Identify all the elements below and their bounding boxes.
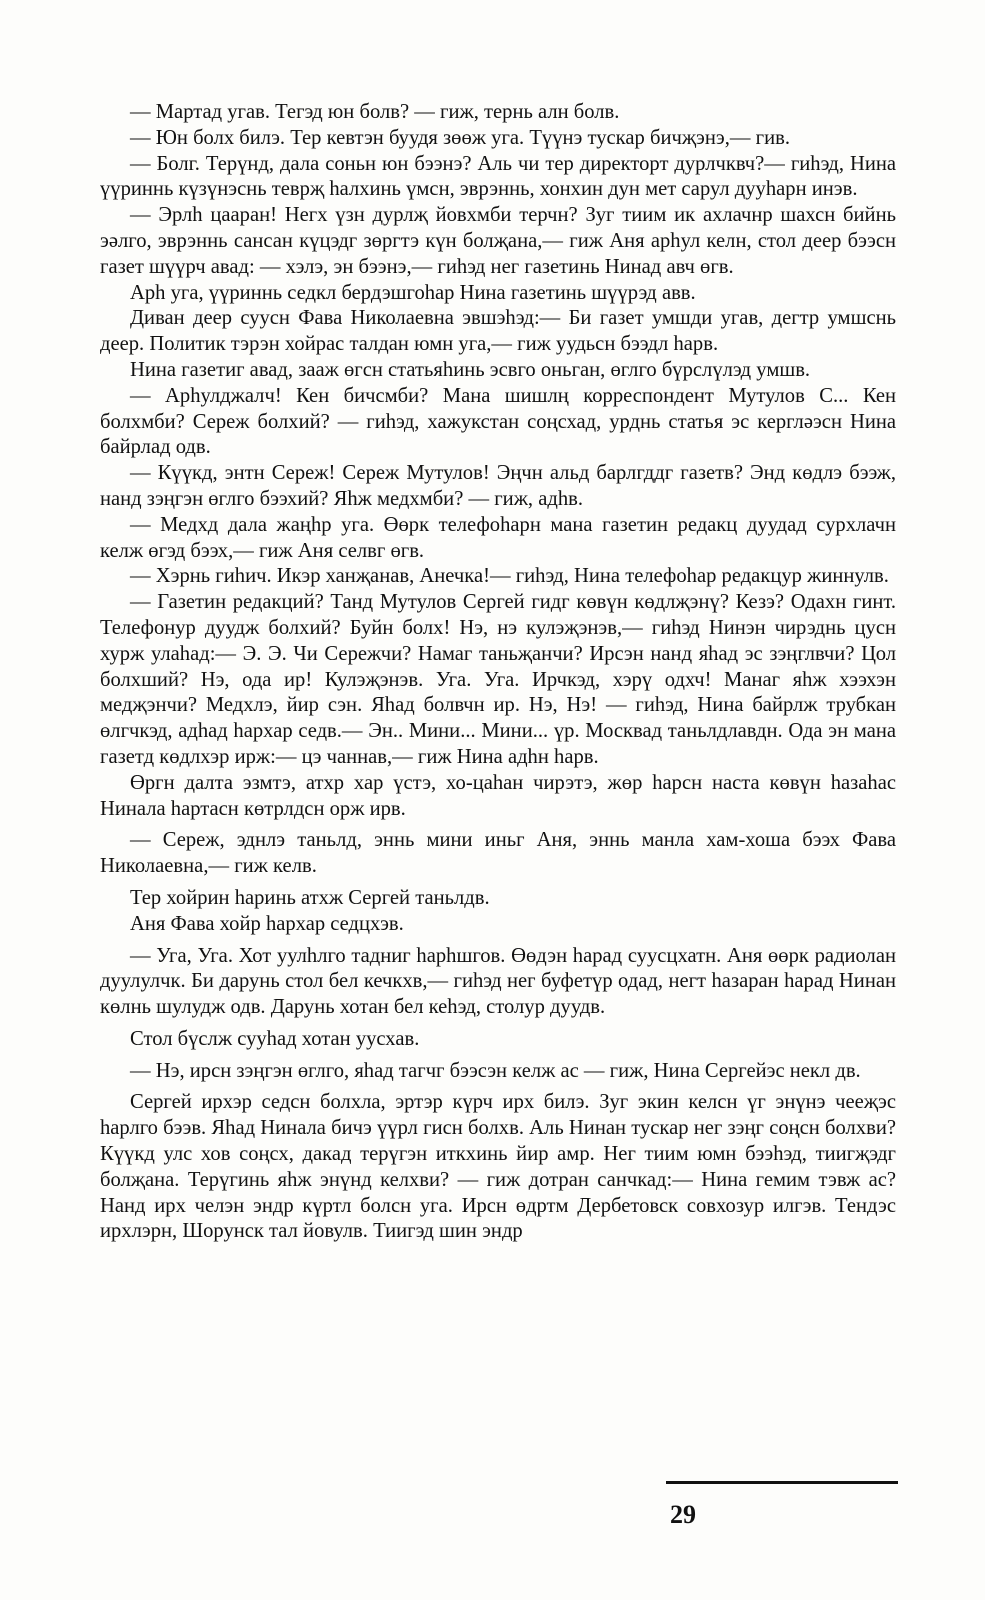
paragraph: Диван деер суусн Фава Николаевна эвшэһэд:— Би газет умшди угав, дегтр умшснь деер. Политик тэрэн хойрас талдан юмн уга,— гиж уудьсн бээдл һарв. bbox=[100, 307, 896, 356]
paragraph: — Күүкд, энтн Сереж! Сереж Мутулов! Эңчн альд барлгддг газетв? Энд көдлэ бээж, нанд зэңгэн өглго бээхий? Яһж медхмби? — гиж, адһв. bbox=[100, 462, 896, 510]
paragraph: — Болг. Терүнд, дала соньн юн бээнэ? Аль чи тер директорт дурлчквч?— гиһэд, Нина үүриннь күзүнэснь теврҗ һалхинь үмсн, эврэннь, хонхин дун мет сарул дууһарн инэв. bbox=[100, 152, 896, 201]
paragraph: — Эрлһ цааран! Негх үзн дурлҗ йовхмби терчн? Зуг тиим ик ахлачнр шахсн бийнь эәлго, эврэннь сансан күцэдг зөргтэ күн болҗана,— гиж Аня арһул келн, стол деер бээсн газет шүүрч авад: — хэлэ, эн бээнэ,— гиһэд нег газетинь Нинад авч өгв. bbox=[100, 204, 896, 278]
paragraph: — Юн болх билэ. Тер кевтэн буудя зөөж уга. Түүнэ тускар бичҗэнэ,— гив. bbox=[130, 126, 790, 149]
paragraph: — Медхд дала жаңһр уга. Өөрк телефоһарн мана газетин редакц дуудад сурхлачн келж өгэд бээх,— гиж Аня селвг өгв. bbox=[100, 513, 896, 562]
paragraph: Өргн далта эзмтэ, атхр хар үстэ, хо-цаһан чирэтэ, жөр һарсн наста көвүн һазаһас Нинала һартасн көтрлдсн орж ирв. bbox=[100, 771, 896, 820]
paragraph: — Уга, Уга. Хот уулһлго тадниг һарһшгов. Өөдэн һарад суусцхатн. Аня өөрк радиолан дуулулчк. Би дарунь стол бел кечкхв,— гиһэд нег буфетүр одад, негт һазаран һарад Нинан көлнь шулудж одв. Дарунь хотан бел кеһэд, столур дуудв. bbox=[100, 944, 896, 1019]
paragraph: — Мартад угав. Тегэд юн болв? — гиж, тернь алн болв. bbox=[130, 101, 620, 123]
paragraph: Стол бүслж сууһад хотан уусхав. bbox=[130, 1027, 420, 1050]
footer-rule bbox=[666, 1481, 898, 1484]
paragraph: Тер хойрин һаринь атхж Сергей таньлдв. bbox=[130, 886, 490, 909]
paragraph: — Нэ, ирсн зэңгэн өглго, яһад тагчг бээсэн келж ас — гиж, Нина Сергейэс некл дв. bbox=[130, 1059, 861, 1082]
paragraph: Нина газетиг авад, зааж өгсн статьяһинь эсвго оньган, өглго бүрслүлэд умшв. bbox=[130, 358, 811, 381]
paragraph: Сергей ирхэр седсн болхла, эртэр күрч ирх билэ. Зуг экин келсн үг энүнэ чееҗэс һарлго бээв. Яһад Нинала бичэ үүрл гисн болхв. Аль Нинан тускар нег зэңг соңсн болхви? Күүкд улс хов соңсх, дакад терүгэн иткхинь йир амр. Нег тиим юмн бээһэд, тиигҗэдг болҗана. Терүгинь яһж энүнд келхви? — гиж дотран санчкад:— Нина гемим тэвж ас? Нанд ирх челэн эндр күртл болсн уга. Ирсн өдртм Дербетовск совхозур илгэв. Тендэс ирхлэрн, Шорунск тал йовулв. Тиигэд шин эндр bbox=[100, 1091, 896, 1243]
paragraph: Аня Фава хойр һархар седцхэв. bbox=[130, 912, 404, 935]
paragraph: — Сереж, эднлэ таньлд, эннь мини иньг Аня, эннь манла хам-хоша бээх Фава Николаевна,— гиж келв. bbox=[100, 829, 896, 878]
paragraph: Арһ уга, үүриннь седкл бердэшгоһар Нина газетинь шүүрэд авв. bbox=[130, 281, 696, 304]
paragraph: — Арһулджалч! Кен бичсмби? Мана шишлң корреспондент Мутулов С... Кен болхмби? Сереж болхий? — гиһэд, хажукстан соңсхад, урднь статья эс кергләэсн Нина байрлад одв. bbox=[100, 384, 896, 459]
body-text bbox=[100, 100, 896, 1245]
paragraph: — Хэрнь гиһич. Икэр ханҗанав, Анечка!— гиһэд, Нина телефоһар редакцур жиннулв. bbox=[130, 565, 889, 588]
page-number: 29 bbox=[670, 1500, 696, 1529]
paragraph: — Газетин редакций? Танд Мутулов Сергей гидг көвүн көдлҗэнү? Кезэ? Одахн гинт. Телефонур дуудж болхий? Буйн болх! Нэ, нэ кулэҗэнэв,— гиһэд Нинэн чирэднь цусн хурж улаһад:— Э. Э. Чи Сережчи? Намаг таньҗанчи? Ирсэн нанд яһад эс зэңглвчи? Цол болхший? Нэ, ода ир! Кулэҗэнэв. Уга. Уга. Ирчкэд, хэрү одхч! Манаг яһж хээхэн медҗэнчи? Медхлэ, йир сэн. Яһад болвчн ир. Нэ, Нэ! — гиһэд, Нина байрлж трубкан өлгчкэд, адһад һархар седв.— Эн.. Мини... Мини... үр. Москвад таньлдлавдн. Ода эн мана газетд көдлхэр ирж:— цэ чаннав,— гиж Нина адһн һарв. bbox=[100, 591, 896, 768]
